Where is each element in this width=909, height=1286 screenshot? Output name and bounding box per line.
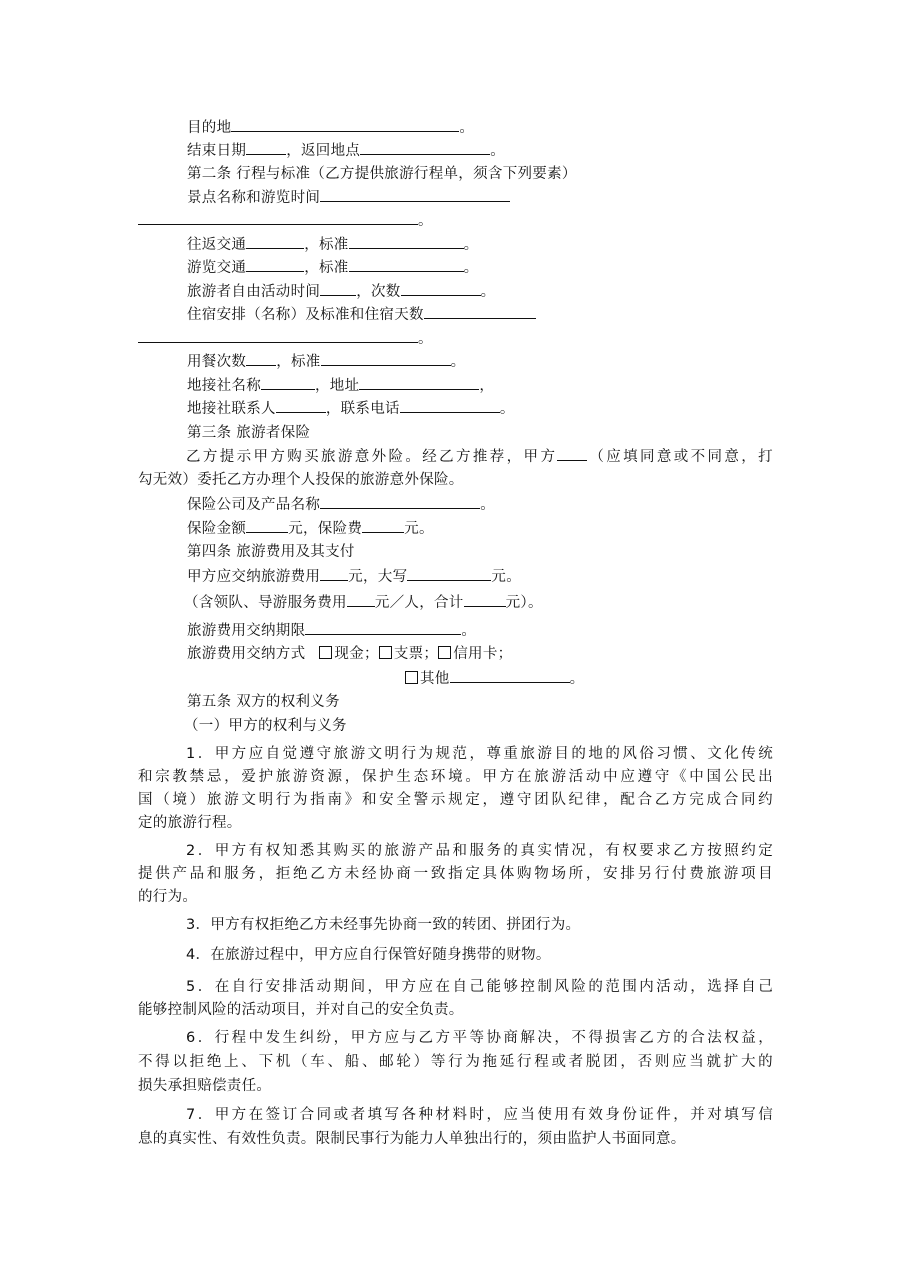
payment-other-line: 其他 。: [405, 668, 584, 689]
para-2-line: 2．甲方有权知悉其购买的旅游产品和服务的真实情况，有权要求乙方按照约定: [186, 843, 773, 859]
insurance-para-line: 乙方提示甲方购买旅游意外险。经乙方推荐，甲方 （应填同意或不同意，打: [138, 446, 773, 467]
blank-field[interactable]: [359, 375, 479, 390]
free-time-line: 旅游者自由活动时间 ，次数 。: [187, 281, 495, 302]
fee-deadline-line: 旅游费用交纳期限 。: [187, 620, 476, 641]
blank-field[interactable]: [276, 398, 326, 413]
fee-line: 甲方应交纳旅游费用 元，大写 元。: [187, 566, 521, 587]
para-7-line: 7．甲方在签订合同或者填写各种材料时，应当使用有效身份证件，并对填写信: [186, 1107, 773, 1123]
sightseeing-line: 游览交通 ，标准 。: [187, 257, 478, 278]
blank-field[interactable]: [246, 234, 304, 249]
blank-field[interactable]: [320, 566, 348, 581]
lodging-line: 住宿安排（名称）及标准和住宿天数: [187, 304, 536, 325]
blank-field[interactable]: [401, 281, 481, 296]
blank-field[interactable]: [138, 210, 418, 225]
blank-field[interactable]: [557, 446, 587, 461]
insurance-company-line: 保险公司及产品名称 。: [187, 494, 495, 515]
para-2-line: 的行为。: [138, 889, 198, 905]
agency-name-line: 地接社名称 ，地址 ，: [187, 375, 494, 396]
article-4-title: 第四条 旅游费用及其支付: [187, 544, 355, 560]
scenic-line-cont: 。: [138, 210, 433, 231]
para-6-line: 损失承担赔偿责任。: [138, 1078, 272, 1094]
para-5-line: 5．在自行安排活动期间，甲方应在自己能够控制风险的范围内活动，选择自己: [186, 979, 773, 995]
para-6-line: 不得以拒绝上、下机（车、船、邮轮）等行为拖延行程或者脱团，否则应当就扩大的: [138, 1054, 773, 1070]
end-date-line: 结束日期 ，返回地点 。: [187, 140, 505, 161]
cash-checkbox[interactable]: [319, 646, 332, 659]
insurance-para-line: 勾无效）委托乙方办理个人投保的旅游意外保险。: [138, 472, 464, 488]
para-1-line: 和宗教禁忌，爱护旅游资源，保护生态环境。甲方在旅游活动中应遵守《中国公民出: [138, 769, 773, 785]
blank-field[interactable]: [464, 592, 506, 607]
blank-field[interactable]: [400, 398, 500, 413]
blank-field[interactable]: [320, 187, 510, 202]
blank-field[interactable]: [231, 117, 459, 132]
check-checkbox[interactable]: [379, 646, 392, 659]
agency-contact-line: 地接社联系人 ，联系电话 。: [187, 398, 515, 419]
blank-field[interactable]: [362, 518, 404, 533]
blank-field[interactable]: [138, 328, 418, 343]
para-5-line: 能够控制风险的活动项目，并对自己的安全负责。: [138, 1002, 464, 1018]
blank-field[interactable]: [360, 140, 490, 155]
blank-field[interactable]: [424, 304, 536, 319]
other-checkbox[interactable]: [405, 671, 418, 684]
blank-field[interactable]: [349, 257, 464, 272]
para-2-line: 提供产品和服务，拒绝乙方未经协商一致指定具体购物场所，安排另行付费旅游项目: [138, 866, 773, 882]
para-7-line: 息的真实性、有效性负责。限制民事行为能力人单独出行的，须由监护人书面同意。: [138, 1131, 686, 1147]
para-4-line: 4．在旅游过程中，甲方应自行保管好随身携带的财物。: [186, 947, 551, 963]
blank-field[interactable]: [347, 592, 375, 607]
para-6-line: 6．行程中发生纠纷，甲方应与乙方平等协商解决，不得损害乙方的合法权益，: [186, 1030, 773, 1046]
payment-method-line: 旅游费用交纳方式 现金； 支票； 信用卡；: [187, 646, 513, 662]
insurance-amount-line: 保险金额 元，保险费 元。: [187, 518, 434, 539]
credit-card-checkbox[interactable]: [438, 646, 451, 659]
article-3-title: 第三条 旅游者保险: [187, 425, 311, 441]
blank-field[interactable]: [320, 281, 356, 296]
destination-line: 目的地 。: [187, 117, 474, 138]
meals-line: 用餐次数 ，标准 。: [187, 351, 465, 372]
blank-field[interactable]: [407, 566, 491, 581]
blank-field[interactable]: [320, 494, 480, 509]
para-1-line: 定的旅游行程。: [138, 815, 242, 831]
blank-field[interactable]: [321, 351, 451, 366]
lodging-line-cont: 。: [138, 328, 433, 349]
section-1-title: （一）甲方的权利与义务: [184, 718, 347, 734]
blank-field[interactable]: [450, 668, 570, 683]
blank-field[interactable]: [261, 375, 315, 390]
article-2-title: 第二条 行程与标准（乙方提供旅游行程单，须含下列要素）: [187, 166, 577, 182]
article-5-title: 第五条 双方的权利义务: [187, 694, 340, 710]
scenic-line: 景点名称和游览时间: [187, 187, 510, 208]
fee-includes-line: （含领队、导游服务费用 元／人，合计 元）。: [184, 592, 543, 613]
blank-field[interactable]: [246, 351, 276, 366]
blank-field[interactable]: [246, 518, 288, 533]
para-1-line: 国（境）旅游文明行为指南》和安全警示规定，遵守团队纪律，配合乙方完成合同约: [138, 792, 773, 808]
round-trip-line: 往返交通 ，标准 。: [187, 234, 478, 255]
blank-field[interactable]: [246, 257, 304, 272]
blank-field[interactable]: [246, 140, 286, 155]
blank-field[interactable]: [305, 620, 461, 635]
blank-field[interactable]: [349, 234, 464, 249]
para-3-line: 3．甲方有权拒绝乙方未经事先协商一致的转团、拼团行为。: [186, 917, 581, 933]
para-1-line: 1．甲方应自觉遵守旅游文明行为规范，尊重旅游目的地的风俗习惯、文化传统: [186, 746, 773, 762]
